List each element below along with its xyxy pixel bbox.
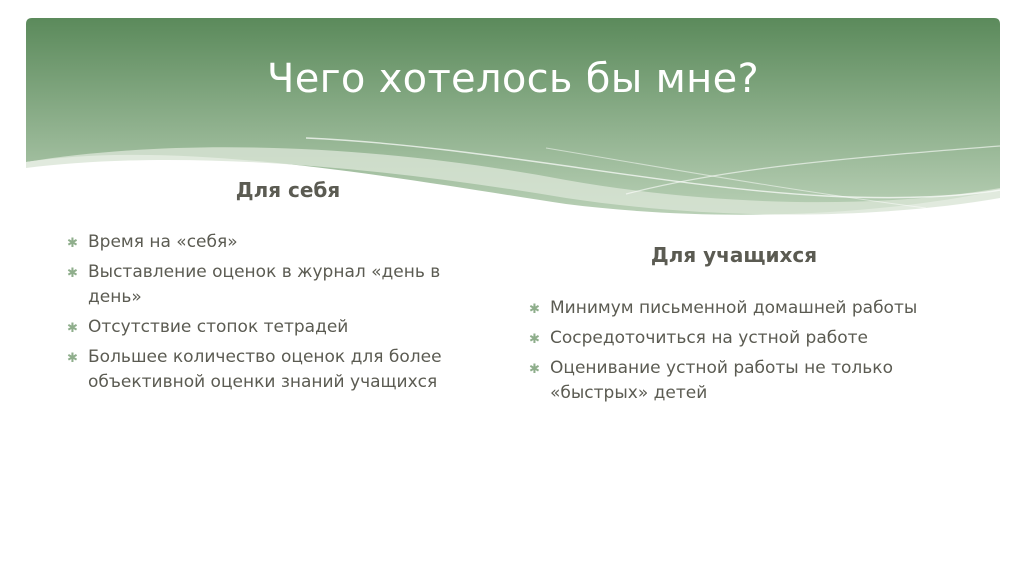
list-item (526, 296, 966, 321)
list-item (64, 260, 484, 310)
list-item (64, 315, 484, 340)
list-item-text: Сосредоточиться на устной работе (550, 328, 868, 348)
list-item-text: Оценивание устной работы не только «быстрых» детей (550, 358, 893, 403)
asterisk-bullet-icon: ✱ (67, 321, 78, 336)
list-item-text: Минимум письменной домашней работы (550, 298, 918, 318)
list-item-text: Выставление оценок в журнал «день в день» (88, 262, 441, 307)
list-item-text: Большее количество оценок для более объективной оценки знаний учащихся (88, 347, 442, 392)
left-column-heading: Для себя (235, 178, 341, 202)
list-item (64, 230, 484, 255)
slide-title: Чего хотелось бы мне? (266, 56, 760, 102)
list-item (526, 356, 966, 406)
list-item (64, 345, 484, 395)
asterisk-bullet-icon: ✱ (529, 302, 540, 317)
right-column-heading: Для учащихся (650, 243, 818, 267)
asterisk-bullet-icon: ✱ (529, 362, 540, 377)
asterisk-bullet-icon: ✱ (67, 236, 78, 251)
list-item-text: Отсутствие стопок тетрадей (88, 317, 349, 337)
list-item (526, 326, 966, 351)
asterisk-bullet-icon: ✱ (529, 332, 540, 347)
asterisk-bullet-icon: ✱ (67, 351, 78, 366)
right-bullet-list (526, 296, 966, 411)
asterisk-bullet-icon: ✱ (67, 266, 78, 281)
list-item-text: Время на «себя» (88, 232, 238, 252)
left-bullet-list (64, 230, 484, 400)
